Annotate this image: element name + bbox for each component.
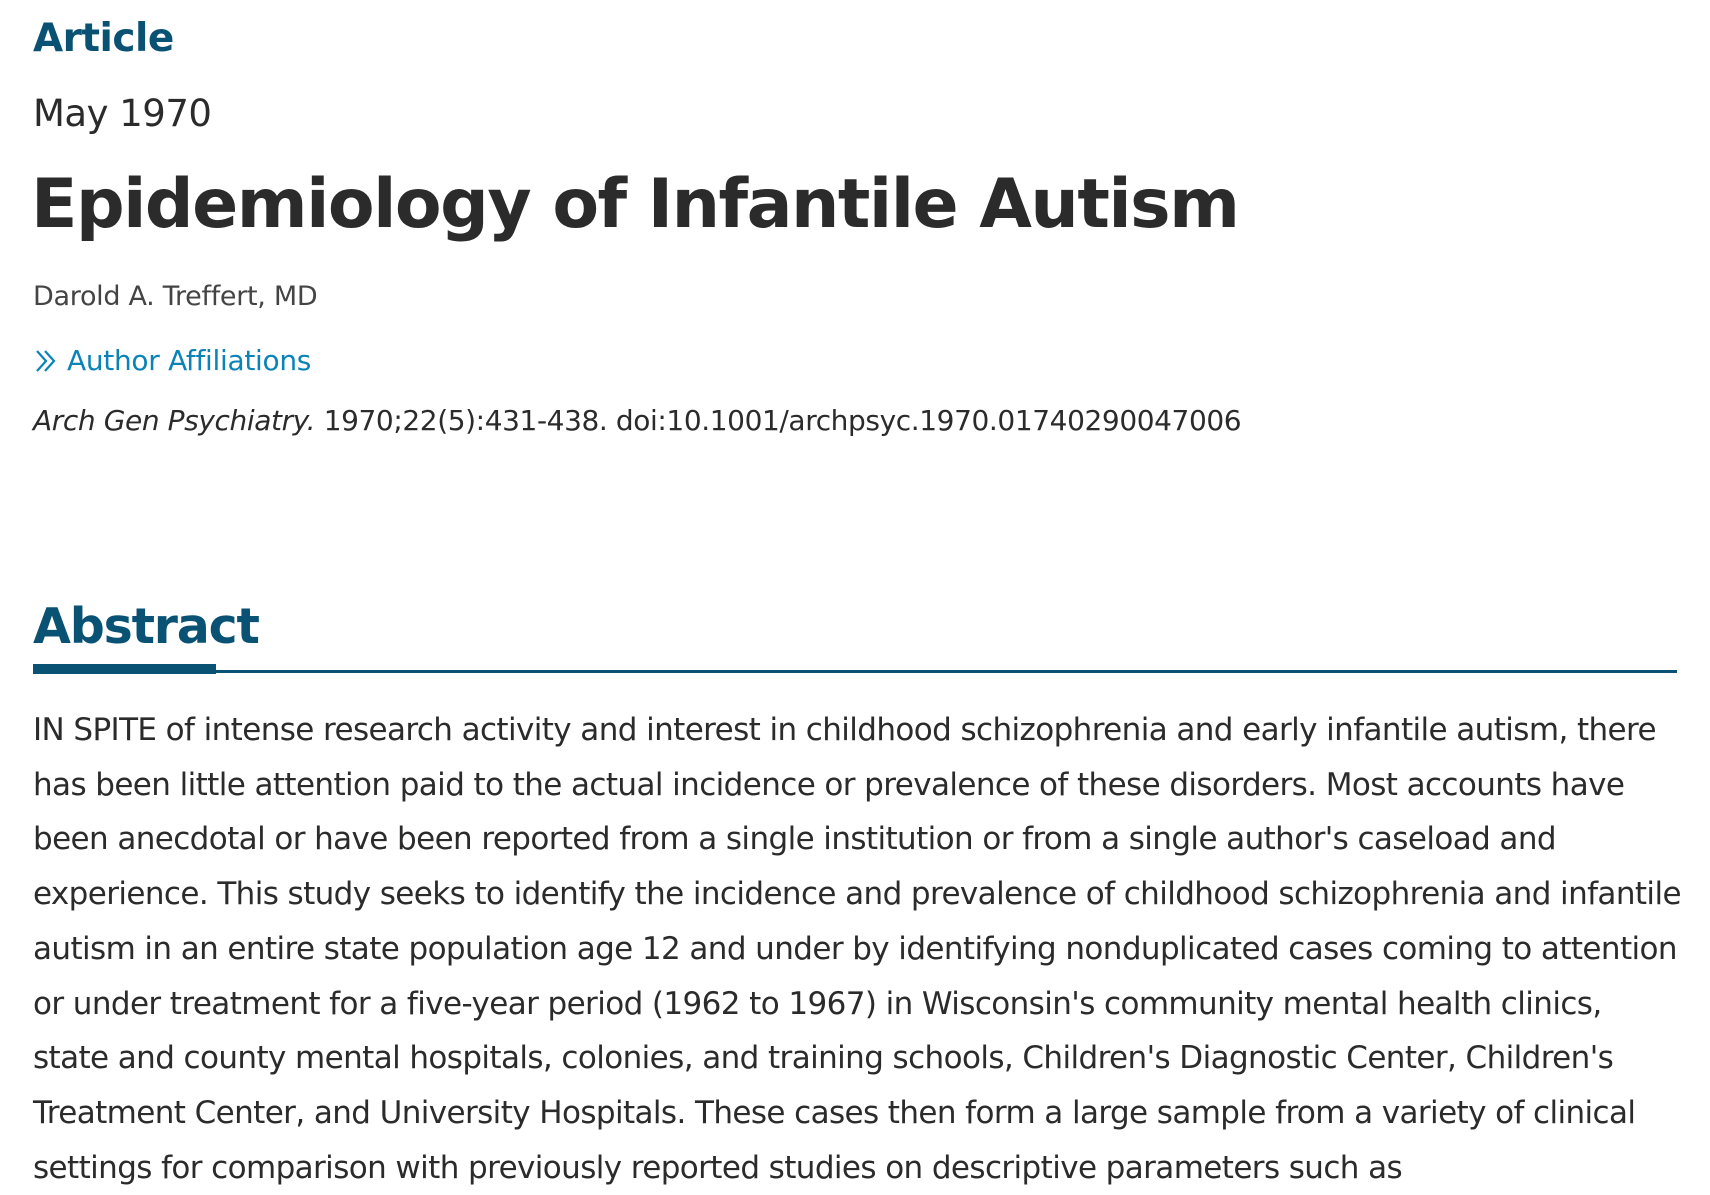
author-byline[interactable]: Darold A. Treffert, MD [33,281,318,312]
article-type-label: Article [33,16,174,61]
citation [33,404,1241,437]
article-title: Epidemiology of Infantile Autism [31,165,1239,244]
abstract-heading-underline [33,664,216,674]
author-affiliations-toggle[interactable] [33,344,311,377]
author-affiliations-label: Author Affiliations [67,344,312,377]
publication-date: May 1970 [33,92,212,135]
abstract-divider [33,670,1677,673]
citation-details: 1970;22(5):431-438. doi:10.1001/archpsyc.1970.01740290047006 [315,404,1242,437]
abstract-text: IN SPITE of intense research activity and interest in childhood schizophrenia and early infantile autism, there has been little attention paid to the actual incidence or prevalence of these disorders. Most accounts have been anecdotal or have been reported from a single institution or from a single author's caseload and experience. This study seeks to identify the incidence and prevalence of childhood schizophrenia and infantile autism in an entire state population age 12 and under by identifying nonduplicated cases coming to attention or under treatment for a five-year period (1962 to 1967) in Wisconsin's community mental health clinics, state and county mental hospitals, colonies, and training schools, Children's Diagnostic Center, Children's Treatment Center, and University Hospitals. These cases then form a large sample from a variety of clinical settings for comparison with previously reported studies on descriptive parameters such as [33,712,1681,1186]
abstract-heading: Abstract [33,598,259,655]
chevron-double-right-icon [33,346,63,376]
citation-journal: Arch Gen Psychiatry. [33,404,316,437]
